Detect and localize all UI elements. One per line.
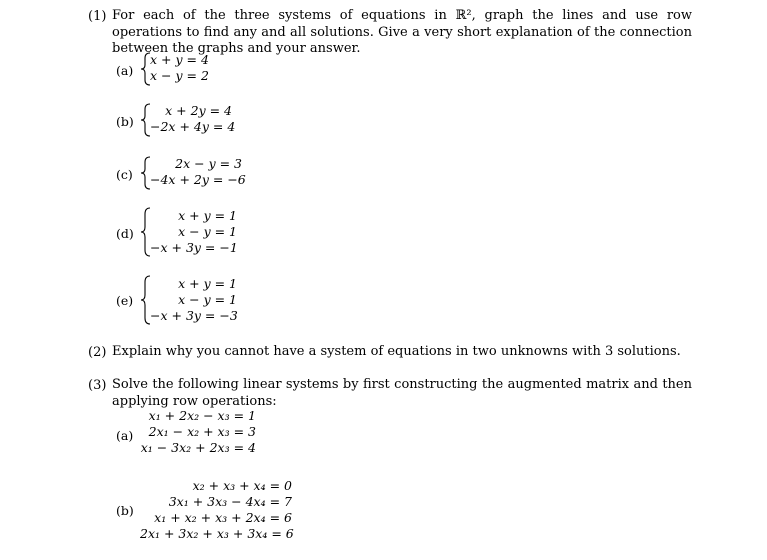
equation: x + y = 1 [178, 208, 237, 223]
problem-2-text: Explain why you cannot have a system of equations in two unknowns with 3 solutions. [112, 344, 681, 359]
problem-1b-equations [150, 103, 236, 135]
problem-1e-equations [150, 276, 237, 324]
problem-3-text: Solve the following linear systems by first constructing the augmented matrix and then applying row operations: [112, 377, 692, 409]
equation: −4x + 2y = −6 [150, 172, 246, 187]
problem-3a-label: (a) [116, 428, 134, 443]
equation: 2x₁ + 3x₂ + x₃ + 3x₄ = 6 [140, 526, 294, 541]
problem-1c-label: (c) [116, 167, 133, 182]
equation: x − y = 1 [178, 292, 237, 307]
problem-1-number: (1) [88, 9, 107, 24]
equation: x + 2y = 4 [165, 103, 232, 118]
problem-1d-label: (d) [116, 226, 134, 241]
problem-3b-label: (b) [116, 503, 134, 518]
problem-1e-label: (e) [116, 293, 134, 308]
problem-3-number: (3) [88, 378, 107, 393]
problem-1d-equations [150, 208, 237, 256]
equation: x − y = 1 [178, 224, 237, 239]
equation: x₁ + x₂ + x₃ + 2x₄ = 6 [154, 510, 292, 525]
equation: 2x₁ − x₂ + x₃ = 3 [148, 424, 256, 439]
problem-1b-label: (b) [116, 114, 134, 129]
equation: −2x + 4y = 4 [150, 119, 236, 134]
problem-1a-equations [150, 52, 208, 84]
equation: x₂ + x₃ + x₄ = 0 [192, 478, 292, 493]
equation: x₁ − 3x₂ + 2x₃ = 4 [140, 440, 256, 455]
problem-3b-equations [140, 478, 292, 542]
problem-1c-equations [150, 156, 246, 188]
equation: x + y = 4 [150, 52, 209, 67]
problem-1-text: For each of the three systems of equations in ℝ², graph the lines and use row operations to find any and all solutions. Give a very short explanation of the connection between the graphs and your answer. [112, 8, 692, 56]
equation: 2x − y = 3 [175, 156, 242, 171]
equation: −x + 3y = −3 [150, 308, 238, 323]
problem-2-number: (2) [88, 345, 107, 360]
equation: x₁ + 2x₂ − x₃ = 1 [148, 408, 256, 423]
equation: x − y = 2 [150, 68, 209, 83]
problem-1a-label: (a) [116, 63, 134, 78]
equation: 3x₁ + 3x₃ − 4x₄ = 7 [168, 494, 292, 509]
equation: −x + 3y = −1 [150, 240, 238, 255]
problem-3a-equations [140, 408, 256, 456]
equation: x + y = 1 [178, 276, 237, 291]
